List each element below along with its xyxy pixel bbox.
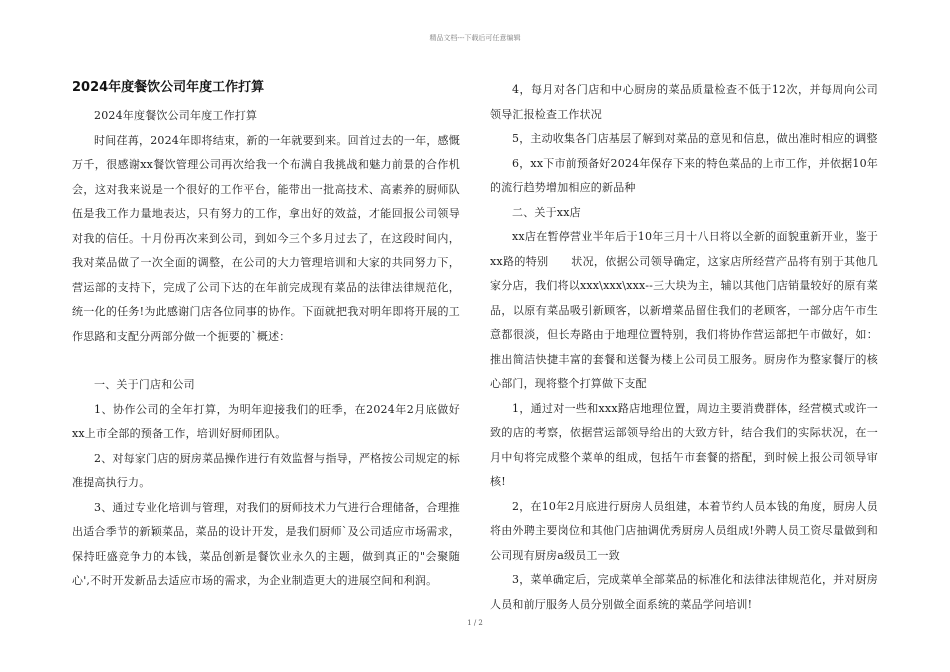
list-item: 3、通过专业化培训与管理，对我们的厨师技术力气进行合理储备，合理推出适合季节的新颖菜品，菜品的设计开发，是我们厨师`及公司适应市场需求，保持旺盛竞争力的本钱，菜品创新是餐饮业永久的主题，做到真正的"会聚随心',不时开发新品去适应市场的需求，为企业制造更大的进展空间和利润。 — [72, 500, 460, 587]
section1-heading: 一、关于门店和公司 — [94, 378, 195, 391]
document-subtitle: 2024年度餐饮公司年度工作打算 — [94, 109, 258, 122]
page-number: 1 / 2 — [467, 619, 483, 627]
intro-paragraph: 时间荏苒，2024年即将结束，新的一年就要到来。回首过去的一年，感慨万千，很感谢xx餐饮管理公司再次给我一个布满自我挑战和魅力前景的合作机会，这对我来说是一个很好的工作平台，能带出一批高技术、高素养的厨师队伍是我工作力量地表达，只有努力的工作，拿出好的效益，才能回报公司领导对我的信任。十月份再次来到公司，到如今三个多月过去了，在这段时间内，我对菜品做了一次全面的调整，在公司的大力管理培训和大家的共同努力下，营运部的支持下，完成了公司下达的在年前完成现有菜品的法律法律规范化，统一化的任务!为此感谢门店各位同事的协作。下面就把我对明年即将开展的工作思路和支配分两部分做一个扼要的`概述： — [72, 133, 460, 343]
document-title: 2024年度餐饮公司年度工作打算 — [72, 80, 265, 95]
list-item: 4，每月对各门店和中心厨房的菜品质量检查不低于12次，并每周向公司领导汇报检查工作状况 — [490, 83, 878, 121]
list-item: 2，在10年2月底进行厨房人员组建，本着节约人员本钱的角度，厨房人员将由外聘主要岗位和其他门店抽调优秀厨房人员组成!外聘人员工资尽量做到和公司现有厨房a级员工一致 — [490, 499, 878, 562]
list-item: 1、协作公司的全年打算，为明年迎接我们的旺季，在2024年2月底做好xx上市全部的预备工作，培训好厨师团队。 — [72, 402, 460, 440]
header-note: 精品文档---下载后可任意编辑 — [429, 34, 521, 42]
list-item: 6，xx下市前预备好2024年保存下来的特色菜品的上市工作，并依据10年的流行趋势增加相应的新品种 — [490, 156, 878, 194]
list-item: 3，菜单确定后，完成菜单全部菜品的标准化和法律法律规范化，并对厨房人员和前厅服务人员分别做全面系统的菜品学问培训! — [490, 573, 878, 611]
right-column — [490, 78, 878, 617]
section2-paragraph: xx店在暂停营业半年后于10年三月十八日将以全新的面貌重新开业，鉴于xx路的特别 状况，依据公司领导确定，这家店所经营产品将有别于其他几家分店，我们将以xxx\xxx\xxx--三大块为主，辅以其他门店销量较好的原有菜品，以原有菜品吸引新顾客，以新增菜品留住我们的老顾客，一部分店午市生意都很淡，但长寿路由于地理位置特别，我们将协作营运部把午市做好，如：推出简洁快捷丰富的套餐和送餐为楼上公司员工服务。厨房作为整家餐厅的核心部门，现将整个打算做下支配 — [490, 230, 878, 390]
section2-heading: 二、关于xx店 — [512, 205, 581, 219]
list-item: 2、对每家门店的厨房菜品操作进行有效监督与指导，严格按公司规定的标准提高执行力。 — [72, 451, 460, 489]
list-item: 1，通过对一些和xxx路店地理位置，周边主要消费群体，经营模式或许一致的店的考察，依据营运部领导给出的大致方针，结合我们的实际状况，在一月中旬将完成整个菜单的组成，包括午市套餐的搭配，到时候上报公司领导审核! — [490, 401, 878, 488]
list-item: 5，主动收集各门店基层了解到对菜品的意见和信息，做出准时相应的调整 — [512, 132, 878, 145]
left-column — [72, 78, 460, 594]
section-gap — [72, 349, 460, 373]
